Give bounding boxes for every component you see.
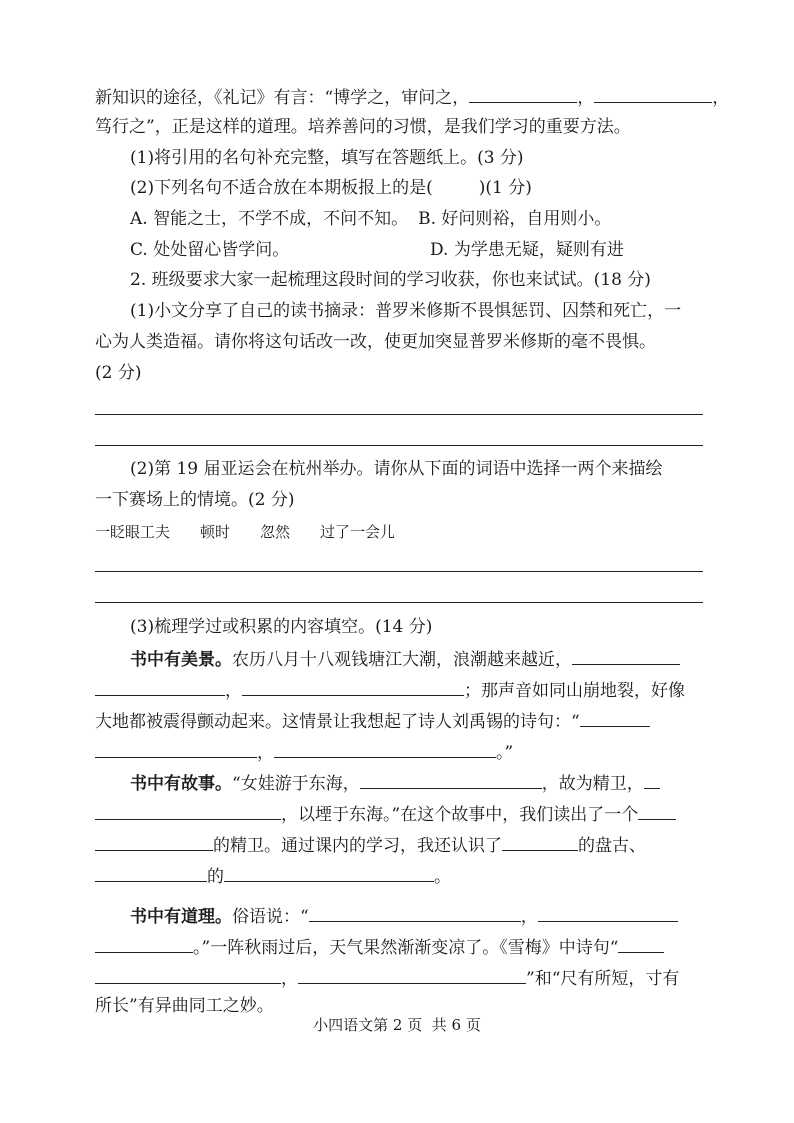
q1-line1: 新知识的途径，《礼记》有言：“博学之，审问之， ， ， — [95, 84, 729, 110]
scene-line2: ， ；那声音如同山崩地裂，好像 — [95, 677, 685, 703]
page-number: 小四语文第 2 页 — [313, 1016, 423, 1034]
scene-line1: 书中有美景。农历八月十八观钱塘江大潮，浪潮越来越近， — [130, 646, 680, 672]
option-a: A. 智能之士，不学不成，不问不知。 — [130, 209, 409, 229]
q1-line2: 笃行之”，正是这样的道理。培养善问的习惯，是我们学习的重要方法。 — [95, 117, 631, 137]
story-line4: 的 。 — [95, 863, 451, 889]
answer-blank[interactable] — [242, 677, 464, 696]
reason-line3: ， ”和“尺有所短，寸有 — [95, 965, 679, 991]
answer-blank[interactable] — [309, 903, 521, 922]
reason-line4: 所长”有异曲同工之妙。 — [95, 996, 274, 1016]
answer-blank[interactable] — [274, 739, 496, 758]
q2-s2-line1: (2)第 19 届亚运会在杭州举办。请你从下面的词语中选择一两个来描绘 — [130, 459, 663, 479]
answer-blank[interactable] — [95, 801, 281, 820]
section-head-reason: 书中有道理。 — [130, 907, 232, 927]
scene-line4: ， 。” — [95, 739, 513, 765]
q1-options-row2 — [130, 238, 624, 262]
q1-sub1: (1)将引用的名句补充完整，填写在答题纸上。(3 分) — [130, 148, 524, 168]
reason-line1: 书中有道理。俗语说：“ ， — [130, 903, 678, 929]
q1-sub2: (2)下列名句不适合放在本期板报上的是( )(1 分) — [130, 178, 532, 198]
answer-blank[interactable] — [638, 801, 676, 820]
option-d: D. 为学患无疑，疑则有进 — [430, 240, 624, 260]
answer-blank[interactable] — [572, 646, 680, 665]
answer-blank[interactable] — [95, 934, 193, 953]
answer-blank[interactable] — [502, 832, 578, 851]
q2-s3-title: (3)梳理学过或积累的内容填空。(14 分) — [130, 617, 433, 637]
scene-line3: 大地都被震得颤动起来。这情景让我想起了诗人刘禹锡的诗句：“ — [95, 708, 650, 734]
answer-blank[interactable] — [538, 903, 678, 922]
q2-title: 2. 班级要求大家一起梳理这段时间的学习收获，你也来试试。(18 分) — [130, 270, 651, 290]
answer-blank[interactable] — [95, 863, 207, 882]
option-c: C. 处处留心皆学问。 — [130, 240, 290, 260]
answer-line[interactable] — [95, 571, 703, 572]
story-line2: ，以堙于东海。”在这个故事中，我们读出了一个 — [95, 801, 676, 827]
answer-blank[interactable] — [618, 934, 664, 953]
q2-s2-line2: 一下赛场上的情境。(2 分) — [95, 490, 295, 510]
answer-line[interactable] — [95, 445, 703, 446]
answer-line[interactable] — [95, 414, 703, 415]
story-line3: 的精卫。通过课内的学习，我还认识了 的盘古、 — [95, 832, 646, 858]
page-total: 共 6 页 — [431, 1016, 481, 1034]
answer-blank[interactable] — [298, 965, 526, 984]
section-head-scene: 书中有美景。 — [130, 650, 232, 670]
answer-blank[interactable] — [95, 739, 257, 758]
answer-blank[interactable] — [95, 965, 281, 984]
q2-s1-line3: (2 分) — [95, 363, 142, 383]
story-line1: 书中有故事。“女娃游于东海， ，故为精卫， — [130, 770, 660, 796]
q2-s1-line2: 心为人类造福。请你将这句话改一改，使更加突显普罗米修斯的毫不畏惧。 — [95, 332, 656, 352]
answer-blank[interactable] — [580, 708, 650, 727]
reason-line2: 。”一阵秋雨过后，天气果然渐渐变凉了。《雪梅》中诗句“ — [95, 934, 664, 960]
word-item: 忽然 — [260, 523, 291, 541]
answer-line[interactable] — [95, 602, 703, 603]
answer-blank[interactable] — [224, 863, 434, 882]
answer-blank[interactable] — [95, 832, 213, 851]
answer-blank[interactable] — [360, 770, 542, 789]
word-item: 顿时 — [200, 523, 231, 541]
page-footer — [0, 1014, 794, 1035]
answer-blank[interactable] — [469, 84, 577, 103]
word-bank — [95, 520, 425, 544]
answer-blank[interactable] — [95, 677, 225, 696]
q2-s1-line1: (1)小文分享了自己的读书摘录：普罗米修斯不畏惧惩罚、囚禁和死亡，一 — [130, 301, 682, 321]
q1-options-row1 — [130, 207, 611, 231]
answer-blank[interactable] — [644, 770, 660, 789]
word-item: 一眨眼工夫 — [95, 523, 171, 541]
section-head-story: 书中有故事。 — [130, 774, 232, 794]
word-item: 过了一会儿 — [320, 523, 396, 541]
answer-blank[interactable] — [594, 84, 712, 103]
option-b: B. 好问则裕，自用则小。 — [418, 209, 612, 229]
